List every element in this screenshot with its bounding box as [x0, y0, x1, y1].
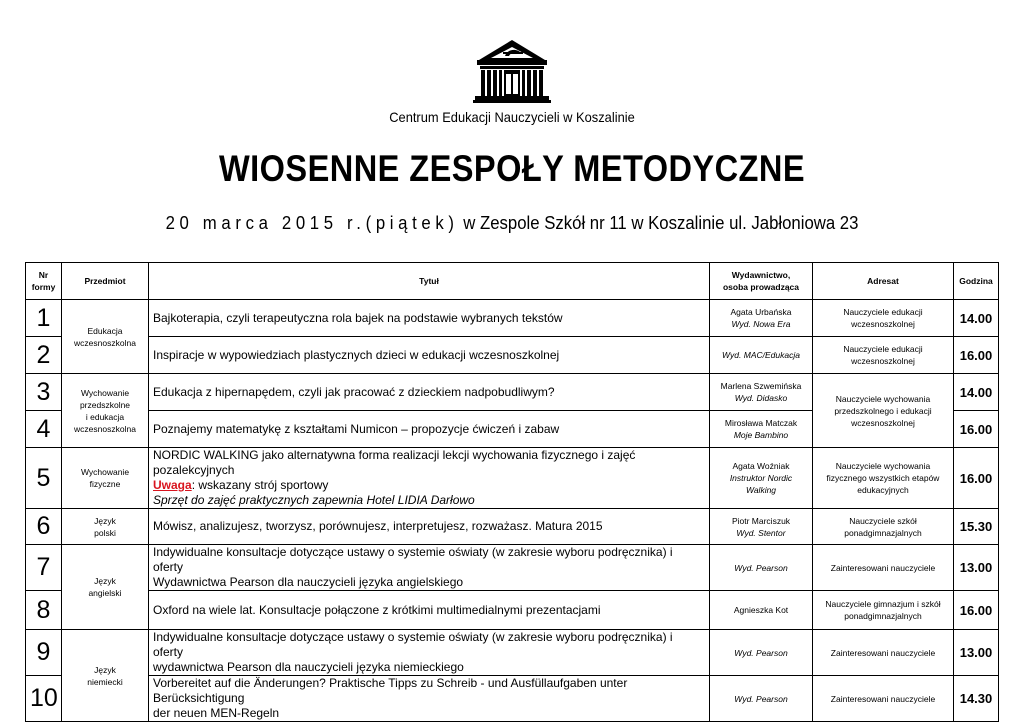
row-hour: 13.00: [954, 545, 999, 591]
row-hour: 15.30: [954, 509, 999, 545]
header-publisher: Wydawnictwo, osoba prowadząca: [710, 263, 813, 300]
row-title: Bajkoterapia, czyli terapeutyczna rola bajek na podstawie wybranych tekstów: [149, 300, 710, 337]
row-audience: Zainteresowani nauczyciele: [813, 630, 954, 676]
row-nr: 7: [26, 545, 62, 591]
row-nr: 5: [26, 448, 62, 509]
row-nr: 10: [26, 676, 62, 722]
row-nr: 8: [26, 591, 62, 630]
header-hour: Godzina: [954, 263, 999, 300]
row-title: Inspiracje w wypowiedziach plastycznych dzieci w edukacji wczesnoszkolnej: [149, 337, 710, 374]
row-audience: Nauczyciele szkół ponadgimnazjalnych: [813, 509, 954, 545]
row-publisher: Piotr Marciszuk Wyd. Stentor: [710, 509, 813, 545]
table-row: [26, 374, 999, 411]
table-header-row: [26, 263, 999, 300]
table-row: [26, 300, 999, 337]
row-nr: 1: [26, 300, 62, 337]
row-hour: 14.00: [954, 300, 999, 337]
row-title: Oxford na wiele lat. Konsultacje połączone z krótkimi multimedialnymi prezentacjami: [149, 591, 710, 630]
row-audience: Nauczyciele edukacji wczesnoszkolnej: [813, 337, 954, 374]
event-date-location: [36, 213, 988, 234]
row-hour: 14.30: [954, 676, 999, 722]
row-title: Indywidualne konsultacje dotyczące ustawy o systemie oświaty (w zakresie wyboru podręcznika) i oferty wydawnictwa Pearson dla nauczycieli języka niemieckiego: [149, 630, 710, 676]
row-hour: 16.00: [954, 337, 999, 374]
row-publisher: Agata Urbańska Wyd. Nowa Era: [710, 300, 813, 337]
table-row: [26, 337, 999, 374]
row-publisher: Mirosława Matczak Moje Bambino: [710, 411, 813, 448]
table-row: [26, 509, 999, 545]
row-audience: Nauczyciele edukacji wczesnoszkolnej: [813, 300, 954, 337]
row-hour: 16.00: [954, 448, 999, 509]
row-publisher: Wyd. Pearson: [710, 630, 813, 676]
row-hour: 14.00: [954, 374, 999, 411]
warning-label: Uwaga: [153, 478, 192, 492]
header-title: Tytuł: [149, 263, 710, 300]
event-date: 20 marca 2015 r.(piątek): [165, 213, 459, 233]
row-audience: Nauczyciele gimnazjum i szkół ponadgimnazjalnych: [813, 591, 954, 630]
table-row: [26, 630, 999, 676]
row-publisher: Agata Woźniak Instruktor Nordic Walking: [710, 448, 813, 509]
row-nr: 2: [26, 337, 62, 374]
row-subject: Język angielski: [62, 545, 149, 630]
row-audience: Zainteresowani nauczyciele: [813, 676, 954, 722]
row-hour: 16.00: [954, 411, 999, 448]
row-nr: 6: [26, 509, 62, 545]
row-title: Edukacja z hipernapędem, czyli jak pracować z dzieckiem nadpobudliwym?: [149, 374, 710, 411]
row-audience: Nauczyciele wychowania fizycznego wszystkich etapów edukacyjnych: [813, 448, 954, 509]
row-subject: Język niemiecki: [62, 630, 149, 722]
row-title: Mówisz, analizujesz, tworzysz, porównujesz, interpretujesz, rozważasz. Matura 2015: [149, 509, 710, 545]
row-publisher: Wyd. Pearson: [710, 545, 813, 591]
document-title: WIOSENNE ZESPOŁY METODYCZNE: [219, 148, 805, 189]
row-publisher: Wyd. Pearson: [710, 676, 813, 722]
header-nr: Nr formy: [26, 263, 62, 300]
event-location: w Zespole Szkół nr 11 w Koszalinie ul. Jabłoniowa 23: [458, 213, 859, 233]
table-row: [26, 545, 999, 591]
row-title: Poznajemy matematykę z kształtami Numicon – propozycje ćwiczeń i zabaw: [149, 411, 710, 448]
row-title: Vorbereitet auf die Änderungen? Praktische Tipps zu Schreib - und Ausfüllaufgaben unter Berücksichtigung der neuen MEN-Regeln: [149, 676, 710, 722]
organization-name: Centrum Edukacji Nauczycieli w Koszalinie: [389, 109, 635, 125]
row-hour: 16.00: [954, 591, 999, 630]
row-title: Indywidualne konsultacje dotyczące ustawy o systemie oświaty (w zakresie wyboru podręcznika) i oferty Wydawnictwa Pearson dla nauczycieli języka angielskiego: [149, 545, 710, 591]
header-audience: Adresat: [813, 263, 954, 300]
row-subject: Wychowanie fizyczne: [62, 448, 149, 509]
building-logo-icon: [471, 38, 553, 104]
header-subject: Przedmiot: [62, 263, 149, 300]
row-nr: 4: [26, 411, 62, 448]
row-hour: 13.00: [954, 630, 999, 676]
row-publisher: Marlena Szwemińska Wyd. Didasko: [710, 374, 813, 411]
schedule-table: [25, 262, 999, 722]
row-subject: Edukacja wczesnoszkolna: [62, 300, 149, 374]
row-subject: Wychowanie przedszkolne i edukacja wczesnoszkolna: [62, 374, 149, 448]
row-publisher: Wyd. MAC/Edukacja: [710, 337, 813, 374]
row-title: NORDIC WALKING jako alternatywna forma realizacji lekcji wychowania fizycznego i zajęć pozalekcyjnych Uwaga: wskazany strój sportowy Sprzęt do zajęć praktycznych zapewnia Hotel LIDIA Darłowo: [149, 448, 710, 509]
row-nr: 3: [26, 374, 62, 411]
row-publisher: Agnieszka Kot: [710, 591, 813, 630]
row-audience: Zainteresowani nauczyciele: [813, 545, 954, 591]
row-audience: Nauczyciele wychowania przedszkolnego i edukacji wczesnoszkolnej: [813, 374, 954, 448]
row-subject: Język polski: [62, 509, 149, 545]
row-nr: 9: [26, 630, 62, 676]
table-row: [26, 448, 999, 509]
table-row: [26, 591, 999, 630]
table-row: [26, 676, 999, 722]
